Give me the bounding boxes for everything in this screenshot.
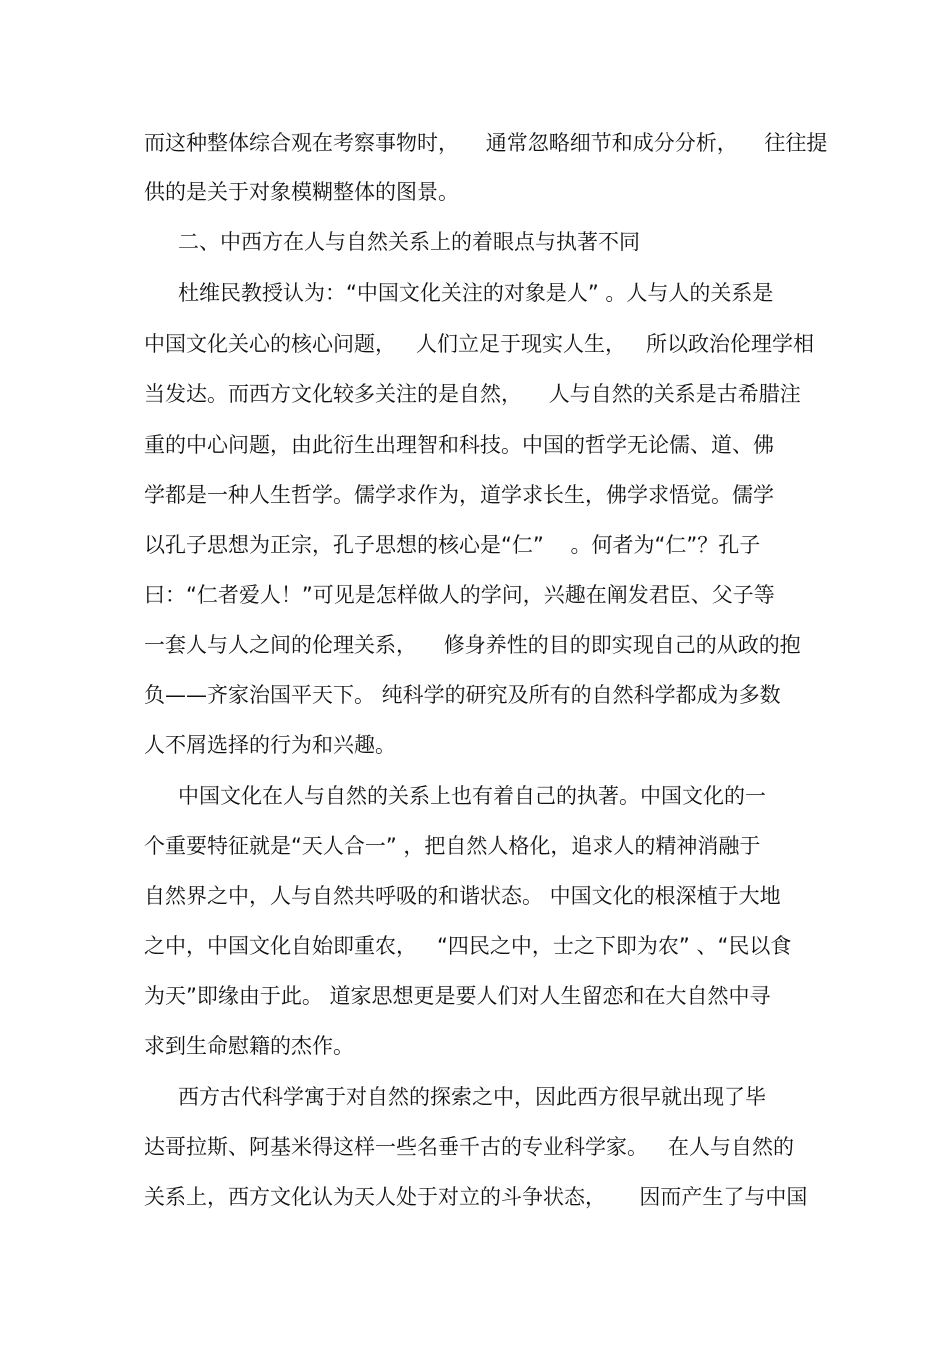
text-line: 供的是关于对象模糊整体的图景。	[144, 180, 459, 204]
text-line: 杜维民教授认为：“中国文化关注的对象是人” 。人与人的关系是	[178, 281, 774, 305]
text-line: 曰：“仁者爱人！”可见是怎样做人的学问，兴趣在阐发君臣、父子等	[144, 583, 775, 607]
text-line: 中国文化关心的核心问题， 人们立足于现实人生， 所以政治伦理学相	[144, 332, 815, 356]
text-line: 以孔子思想为正宗，孔子思想的核心是“仁” 。何者为“仁”？孔子	[144, 533, 761, 557]
text-line: 当发达。而西方文化较多关注的是自然， 人与自然的关系是古希腊注	[144, 382, 801, 406]
text-line: 学都是一种人生哲学。儒学求作为，道学求长生，佛学求悟觉。儒学	[144, 483, 774, 507]
text-line: 重的中心问题，由此衍生出理智和科技。中国的哲学无论儒、道、佛	[144, 433, 774, 457]
text-line: 负——齐家治国平天下。 纯科学的研究及所有的自然科学都成为多数	[144, 683, 781, 707]
text-line: 之中，中国文化自始即重农， “四民之中，士之下即为农” 、“民以食	[144, 934, 792, 958]
text-line: 个重要特征就是“天人合一” ，把自然人格化，追求人的精神消融于	[144, 834, 761, 858]
text-line: 一套人与人之间的伦理关系， 修身养性的目的即实现自己的从政的抱	[144, 633, 801, 657]
text-line: 人不屑选择的行为和兴趣。	[144, 733, 396, 757]
text-line: 自然界之中，人与自然共呼吸的和谐状态。 中国文化的根深植于大地	[144, 884, 781, 908]
text-line: 为天”即缘由于此。 道家思想更是要人们对人生留恋和在大自然中寻	[144, 984, 771, 1008]
text-line: 而这种整体综合观在考察事物时， 通常忽略细节和成分分析， 往往提	[144, 131, 828, 155]
text-line: 求到生命慰籍的杰作。	[144, 1034, 354, 1058]
text-line: 中国文化在人与自然的关系上也有着自己的执著。中国文化的一	[178, 784, 766, 808]
text-line: 西方古代科学寓于对自然的探索之中，因此西方很早就出现了毕	[178, 1085, 766, 1109]
text-line: 关系上，西方文化认为天人处于对立的斗争状态， 因而产生了与中国	[144, 1185, 808, 1209]
section-heading: 二、中西方在人与自然关系上的着眼点与执著不同	[178, 230, 640, 254]
text-line: 达哥拉斯、阿基米得这样一些名垂千古的专业科学家。 在人与自然的	[144, 1135, 795, 1159]
